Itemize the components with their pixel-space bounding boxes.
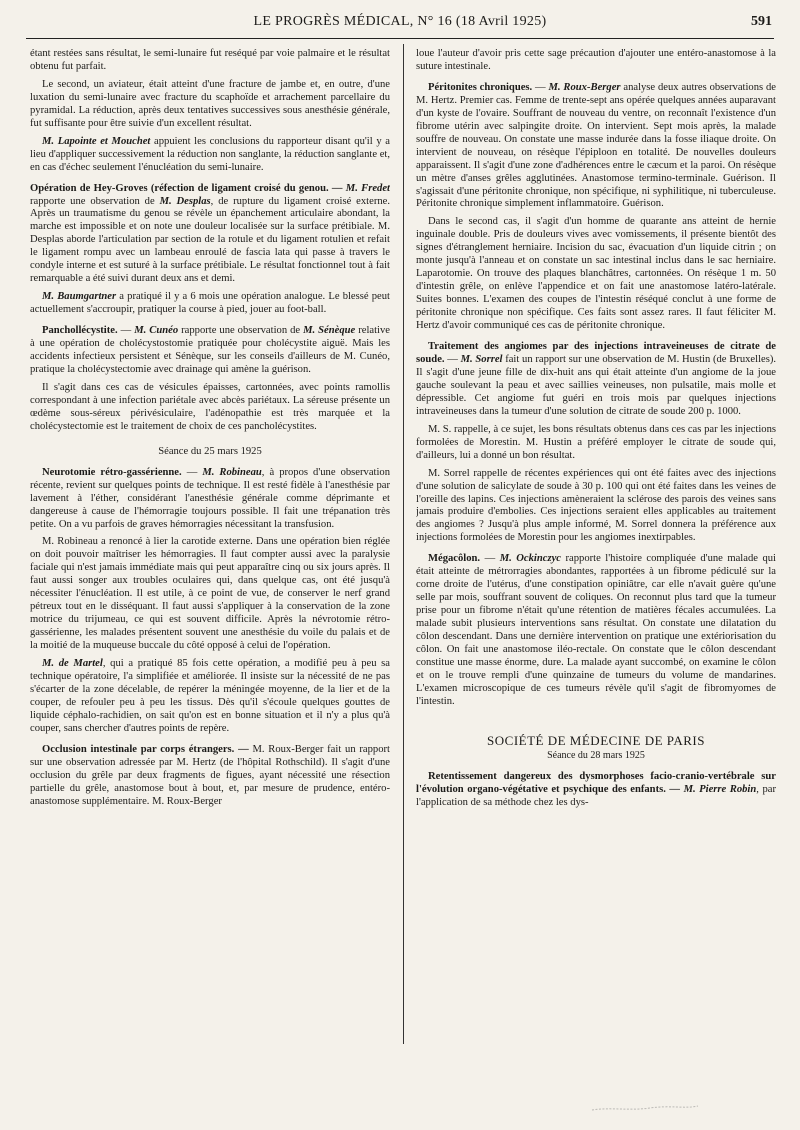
paragraph: M. Sorrel rappelle de récentes expériences qui ont été faites avec des injections d'une solution de salicylate de soude à 30 p. 100 qui ont été faites dans les veines de l'oreille des lapins. Ces injections amèneraient la sclérose des parois des veines sans jamais produire d'embolies. Ces injections seraient elles applicables au traitement des angiomes ? Jusqu'à plus ample informé, M. Sorrel donnera la préférence aux injections formolées de Morestin pour les angiomes inextirpables. (416, 467, 776, 544)
session-date: Séance du 28 mars 1925 (547, 749, 645, 761)
paragraph: Dans le second cas, il s'agit d'un homme de quarante ans atteint de hernie inguinale double. Pris de douleurs vives avec vomissements, il présente bientôt des signes d'étranglement herniaire. Incision du sac, évacuation d'un liquide citrin ; on monte jusqu'à l'anneau et on constate un sac intestinal inclus dans le sac herniaire. Laparotomie. On trouve des plaques blanchâtres, cartonnées. On résèque 1 m. 50 d'intestin grêle, on enlève l'appendice et on fait une anastomose latéro-latérale. Suites bonnes. L'examen des coupes de l'intestin réséqué conclut à une forme de péritonite chronique non spécifique. Ces faits sont assez rares. Il faut féliciter M. Hertz d'avoir communiqué ces cas de péritonite chronique. (416, 216, 776, 332)
article-heygroves: Opération de Hey-Groves (réfection de ligament croisé du genou. — M. Fredet rapporte une observation de M. Desplas, de rupture du ligament croisé externe. Après un traumatisme du genou se révèle un épanchement articulaire abondant, la marche est impossible et on note une douleur localisée sur la surface prétibiale. M. Desplas aborde l'articulation par section de la rotule et du ligament rotulien et refait le ligament rompu avec un lambeau enroulé de fascia lata qui passe à travers le condyle interne et est suturé à la surface prétibiale. Le résultat fonctionnel tout à fait remarquable a été suivi durant deux ans et demi. (30, 182, 390, 285)
page-number: 591 (751, 14, 772, 29)
journal-title: LE PROGRÈS MÉDICAL, N° 16 (18 Avril 1925) (253, 14, 547, 29)
section-heading: Mégacôlon. (428, 553, 481, 565)
paragraph: Il s'agit dans ces cas de vésicules épaisses, cartonnées, avec points ramollis correspondant à une infection pariétale avec abcès pariétaux. La séreuse présente un œdème sous-séreux périvésiculaire, l'adénopathie est très marquée et la cholécystectomie est le traitement de choix de ces pancholécystites. (30, 381, 390, 432)
section-heading: Panchollécystite. (42, 325, 118, 337)
article-occlusion: Occlusion intestinale par corps étrangers. — M. Roux-Berger fait un rapport sur une observation adressée par M. Hertz (de l'hôpital Rothschild). Il s'agit d'une occlusion du grêle par deux fragments de figues, ayant nécessité une résection partielle du grêle, anastomose bout à bout, et, par mesure de prudence, entéro-anastomose supplémentaire. M. Roux-Berger (30, 743, 390, 807)
article-megacolon: Mégacôlon. — M. Ockinczyc rapporte l'histoire compliquée d'une malade qui était atteinte de métrorragies abondantes, rapportées à un fibrome pédiculé sur la corne droite de l'utérus, d'une constipation opiniâtre, car elle n'avait guère qu'une selle par mois, souffrant souvent de coliques. On reconnut plus tard que la tumeur prise pour un fibrome n'était qu'une rétention de matières fécales accumulées. La malade subit plusieurs interventions sans résultat. On constate une dilatation du côlon descendant. Dans une dernière intervention on pratique une extériorisation du côlon. On fait une anastomose iléo-rectale. On constate que le côlon descendant constitue une masse énorme, dure. La malade ayant succombé, on examine le côlon et on le trouve rempli d'une quinzaine de tumeurs du volume de mandarines. L'examen microscopique de ces tumeurs révèle qu'il s'agit de fibromyomes de l'intestin. (416, 553, 776, 707)
article-neurotomie: Neurotomie rétro-gassérienne. — M. Robineau, à propos d'une observation récente, revient sur quelques points de technique. Il est resté fidèle à l'anesthésie par lavement à l'éther, considérant l'anesthésie générale comme déprimante et dangereuse à cause de l'hémorragie toujours possible. Il fait une trépanation très petite. On a vu parfois de graves hémorragies nécessitant la transfusion. (30, 466, 390, 530)
paragraph: M. de Martel, qui a pratiqué 85 fois cette opération, a modifié peu à peu sa technique opératoire, l'a simplifiée et améliorée. Il insiste sur la nécessité de ne pas s'écarter de la zone décelable, de repérer la méningée moyenne, de la lier et de la couper, de refouler peu à peu les tissus. Dès qu'il s'écoule quelques gouttes de liquide céphalo-rachidien, on sait qu'on est en bonne situation et il n'y a plus qu'à couper, sans chercher d'autres points de repère. (30, 658, 390, 734)
article-peritonites: Péritonites chroniques. — M. Roux-Berger analyse deux autres observations de M. Hertz. Premier cas. Femme de trente-sept ans opérée quelques années auparavant d'un kyste de l'ovaire. Souffrant de nouveau du ventre, on reconnaît l'existence d'un fibrome utérin avec salpingite droite. On intervient. Sept mois après, la malade souffre de nouveau. On constate une masse indurée dans la fosse iliaque droite. On intervient de nouveau, on résèque l'épiploon en totalité. De nouvelles douleurs apparaissent. Il s'agit d'une zone d'adhérences entre le cæcum et la paroi. On résèque un mètre d'anses grêles agglutinées. Anastomose termino-terminale. Guérison. Il s'agissait d'une péritonite chronique, non spécifique, ni syphilitique, ni tuberculeuse. Péritonite chronique simplement inflammatoire. Guérison. (416, 81, 776, 210)
paragraph: M. Baumgartner a pratiqué il y a 6 mois une opération analogue. Le blessé peut actuellement s'accroupir, pratiquer la course à pied, jouer au foot-ball. (30, 291, 390, 316)
section-heading: Occlusion intestinale par corps étrangers. — (42, 743, 249, 755)
session-date: Séance du 25 mars 1925 (158, 445, 262, 457)
article-angiomes: Traitement des angiomes par des injections intraveineuses de citrate de soude. — M. Sorrel fait un rapport sur une observation de M. Hustin (de Bruxelles). Il s'agit d'une jeune fille de dix-huit ans qui était atteinte d'un angiome de la joue gauche soulevant la peau et avec saillies veineuses, non pulsatile, mais molle et dépressible. Cet angiome fut guéri en trois mois par quelques injections intraveineuses dans la tumeur d'une solution de citrate de soude 200 p. 1000. (416, 341, 776, 417)
paragraph: M. S. rappelle, à ce sujet, les bons résultats obtenus dans ces cas par les injections formolées de Morestin. M. Hustin a préféré employer le citrate de soude qui, d'ailleurs, lui a donné un bon résultat. (416, 423, 776, 461)
paragraph: M. Robineau a renoncé à lier la carotide externe. Dans une opération bien réglée on doit pouvoir maîtriser les hémorragies. Il faut compter aussi avec la paralysie faciale qui n'est jamais immédiate mais qui peut apparaître cinq ou six jours après. Il faut aussi songer aux troubles oculaires qui, dans quelque cas, ont été jusqu'à nécessiter l'énucléation. Il est utile, à ce point de vue, de conserver le nerf grand pétreux tout en le disséquant. Il faut aussi s'appliquer à la conservation de la zone motrice du trijumeau, ce qui est souvent difficile. Après la névrotomie rétro-gassérienne, les malades présentent souvent une anesthésie du voile du palais et de la moitié de la muqueuse buccale du côté opposé à celui de l'opération. (30, 536, 390, 652)
left-column (30, 48, 390, 1118)
paragraph: Le second, un aviateur, était atteint d'une fracture de jambe et, en outre, d'une luxation du semi-lunaire avec fracture du scaphoïde et arrachement parcellaire du pyramidal. La réduction, après deux tentatives successives sous anesthésie générale, fut suffisante pour être suivie d'un excellent résultat. (30, 78, 390, 129)
column-divider (403, 44, 404, 1044)
section-heading: Neurotomie rétro-gassérienne. (42, 466, 182, 478)
header-rule (26, 38, 774, 39)
paragraph: étant restées sans résultat, le semi-lunaire fut reséqué par voie palmaire et le résultat obtenu fut parfait. (30, 48, 390, 72)
section-heading: Opération de Hey-Groves (réfection de ligament croisé du genou. — (30, 182, 343, 194)
society-heading: SOCIÉTÉ DE MÉDECINE DE PARIS (487, 732, 705, 748)
author-name: M. Lapointe et Mouchet (42, 135, 151, 147)
section-heading: Traitement des angiomes par des injections intraveineuses de citrate de soude. (416, 341, 776, 365)
library-stamp (590, 1104, 700, 1114)
right-column (416, 48, 776, 1118)
section-heading: Péritonites chroniques. (428, 81, 533, 93)
section-heading: Retentissement dangereux des dysmorphoses facio-cranio-vertébrale sur l'évolution organo-végétative et psychique des enfants. — (416, 770, 776, 795)
paragraph: M. Lapointe et Mouchet appuient les conclusions du rapporteur disant qu'il y a lieu d'appliquer successivement la réduction non sanglante, la réduction sanglante et, en cas d'échec seulement l'énucléation du semi-lunaire. (30, 135, 390, 173)
article-retentissement: Retentissement dangereux des dysmorphoses facio-cranio-vertébrale sur l'évolution organo-végétative et psychique des enfants. — M. Pierre Robin, par l'application de sa méthode chez les dys- (416, 770, 776, 808)
running-header (28, 14, 772, 36)
article-pancholecystite: Panchollécystite. — M. Cunéo rapporte une observation de M. Sénèque relative à une opération de cholécystostomie pratiquée pour cholécystite aiguë. Mais les accidents infectieux persistent et Sénèque, sur les conseils d'ailleurs de M. Cunéo, pratique la cholécystectomie avec drainage qui amène la guérison. (30, 325, 390, 375)
paragraph: loue l'auteur d'avoir pris cette sage précaution d'ajouter une entéro-anastomose à la suture intestinale. (416, 48, 776, 72)
